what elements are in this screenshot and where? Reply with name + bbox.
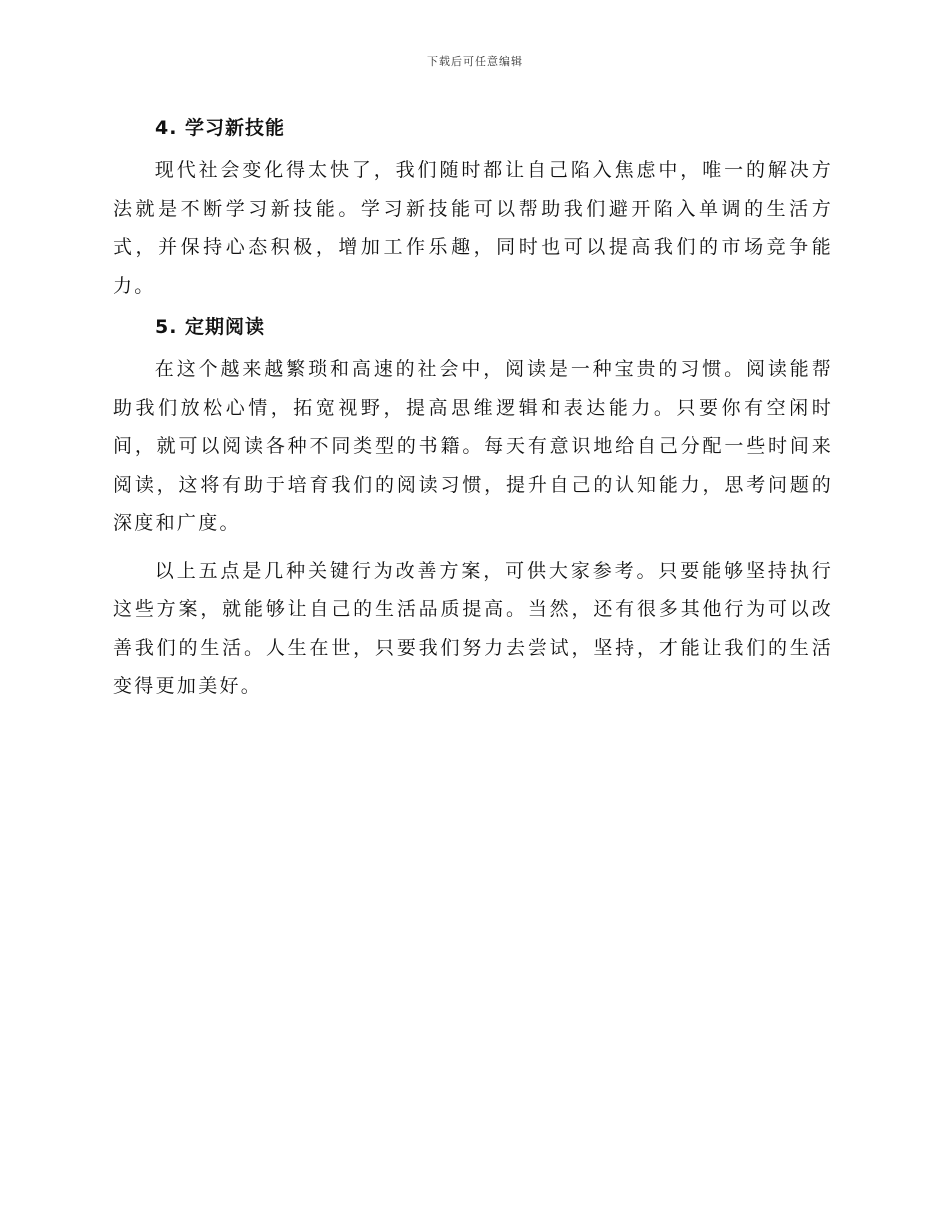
page-header: 下载后可任意编辑	[427, 55, 523, 68]
conclusion-paragraph: 以上五点是几种关键行为改善方案，可供大家参考。只要能够坚持执行这些方案，就能够让自己的生活品质提高。当然，还有很多其他行为可以改善我们的生活。人生在世，只要我们努力去尝试，坚持，才能让我们的生活变得更加美好。	[113, 559, 833, 697]
section-heading-4: 4. 学习新技能	[155, 117, 286, 139]
document-body	[113, 110, 833, 706]
section-heading-5: 5. 定期阅读	[155, 316, 266, 338]
section-paragraph-4: 现代社会变化得太快了，我们随时都让自己陷入焦虑中，唯一的解决方法就是不断学习新技能。学习新技能可以帮助我们避开陷入单调的生活方式，并保持心态积极，增加工作乐趣，同时也可以提高我们的市场竞争能力。	[113, 159, 833, 297]
section-paragraph-5: 在这个越来越繁琐和高速的社会中，阅读是一种宝贵的习惯。阅读能帮助我们放松心情，拓宽视野，提高思维逻辑和表达能力。只要你有空闲时间，就可以阅读各种不同类型的书籍。每天有意识地给自己分配一些时间来阅读，这将有助于培育我们的阅读习惯，提升自己的认知能力，思考问题的深度和广度。	[113, 358, 833, 534]
